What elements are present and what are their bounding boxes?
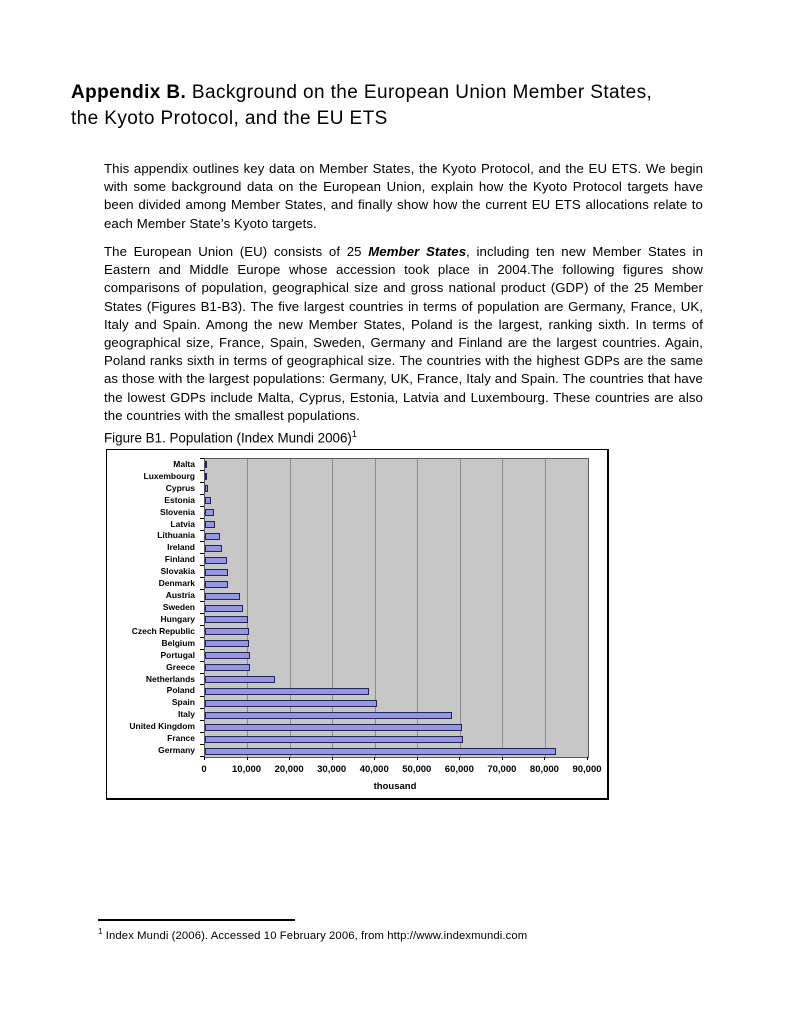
- bar-greece: [205, 664, 250, 671]
- footnote-marker: 1: [98, 927, 103, 936]
- bar-poland: [205, 688, 369, 695]
- y-label-denmark: Denmark: [158, 578, 195, 589]
- x-tick-label: 70,000: [487, 764, 517, 775]
- y-label-slovenia: Slovenia: [160, 506, 195, 517]
- x-axis-tick: [204, 757, 205, 760]
- y-axis-tick: [200, 625, 204, 626]
- y-axis-tick: [200, 756, 204, 757]
- y-label-finland: Finland: [164, 554, 195, 565]
- page-title: [71, 80, 761, 132]
- y-label-latvia: Latvia: [170, 518, 195, 529]
- y-axis-tick: [200, 577, 204, 578]
- y-axis-tick: [200, 541, 204, 542]
- x-tick-label: 80,000: [529, 764, 559, 775]
- y-label-poland: Poland: [166, 685, 195, 696]
- y-label-france: France: [167, 733, 195, 744]
- bar-denmark: [205, 581, 228, 588]
- footnote: [98, 927, 527, 942]
- x-tick-label: 60,000: [444, 764, 474, 775]
- y-axis-tick: [200, 530, 204, 531]
- bar-latvia: [205, 521, 215, 528]
- y-label-belgium: Belgium: [161, 637, 195, 648]
- x-tick-label: 30,000: [317, 764, 347, 775]
- y-axis-tick: [200, 649, 204, 650]
- y-axis-tick: [200, 744, 204, 745]
- bar-italy: [205, 712, 452, 719]
- y-axis-tick: [200, 494, 204, 495]
- y-axis-tick: [200, 458, 204, 459]
- page-title-appendix-label: Appendix B.: [71, 82, 187, 103]
- paragraph-eu-overview-end: , including ten new Member States in Eastern and Middle Europe whose accession took place in 2004.The following figures show comparisons of population, geographical size and gross national product (GDP) of the 25 Member States (Figures B1-B3). The five largest countries in terms of population are Germany, France, UK, Italy and Spain. Among the new Member States, Poland is the largest, ranking sixth. In terms of geographical size, France, Spain, Sweden, Germany and Finland are the largest countries. Again, Poland ranks sixth in terms of geographical size. The countries with the highest GDPs are the same as those with the largest populations: Germany, UK, France, Italy and Spain. The countries that have the lowest GDPs include Malta, Cyprus, Estonia, Latvia and Luxembourg. These countries are also the countries with the smallest populations.: [104, 244, 703, 423]
- y-label-austria: Austria: [165, 590, 195, 601]
- y-axis-tick: [200, 565, 204, 566]
- bar-czech-republic: [205, 628, 249, 635]
- y-label-estonia: Estonia: [164, 494, 195, 505]
- x-axis-tick: [332, 757, 333, 760]
- y-label-spain: Spain: [171, 697, 195, 708]
- y-axis-tick: [200, 518, 204, 519]
- x-axis-tick: [502, 757, 503, 760]
- bar-hungary: [205, 616, 248, 623]
- x-axis-tick: [544, 757, 545, 760]
- footnote-divider: [98, 919, 295, 921]
- figure-caption-footnote-marker: 1: [351, 429, 357, 439]
- x-tick-label: 50,000: [402, 764, 432, 775]
- plot-area: [204, 458, 589, 758]
- y-label-germany: Germany: [158, 745, 195, 756]
- y-label-czech-republic: Czech Republic: [131, 625, 195, 636]
- y-axis-tick: [200, 661, 204, 662]
- bar-spain: [205, 700, 377, 707]
- page-title-line2: the Kyoto Protocol, and the EU ETS: [71, 108, 388, 129]
- bar-estonia: [205, 497, 211, 504]
- paragraph-eu-overview: [104, 243, 703, 425]
- x-axis-tick: [247, 757, 248, 760]
- y-axis-tick: [200, 637, 204, 638]
- y-axis-tick: [200, 696, 204, 697]
- bar-netherlands: [205, 676, 275, 683]
- y-axis-labels: [107, 458, 200, 756]
- y-label-luxembourg: Luxembourg: [143, 470, 195, 481]
- bar-france: [205, 736, 463, 743]
- bar-germany: [205, 748, 556, 755]
- y-axis-tick: [200, 470, 204, 471]
- y-label-sweden: Sweden: [162, 602, 195, 613]
- x-tick-label: 10,000: [232, 764, 262, 775]
- bar-belgium: [205, 640, 249, 647]
- x-tick-label: 20,000: [274, 764, 304, 775]
- x-axis-title: thousand: [373, 781, 417, 792]
- bar-finland: [205, 557, 227, 564]
- y-label-cyprus: Cyprus: [165, 482, 195, 493]
- y-label-italy: Italy: [177, 709, 195, 720]
- gridline: [502, 459, 503, 757]
- y-label-lithuania: Lithuania: [157, 530, 195, 541]
- y-axis-tick: [200, 506, 204, 507]
- bar-cyprus: [205, 485, 208, 492]
- y-axis-tick: [200, 589, 204, 590]
- y-label-netherlands: Netherlands: [145, 673, 195, 684]
- y-axis-tick: [200, 613, 204, 614]
- x-tick-label: 40,000: [359, 764, 389, 775]
- y-axis-tick: [200, 684, 204, 685]
- bar-ireland: [205, 545, 222, 552]
- y-axis-tick: [200, 673, 204, 674]
- bar-united-kingdom: [205, 724, 462, 731]
- figure-caption: [104, 429, 357, 445]
- x-tick-label: 90,000: [572, 764, 602, 775]
- x-axis-tick: [374, 757, 375, 760]
- page-title-line1: Background on the European Union Member States,: [186, 82, 653, 103]
- bar-austria: [205, 593, 240, 600]
- y-label-ireland: Ireland: [167, 542, 195, 553]
- y-label-malta: Malta: [173, 458, 195, 469]
- y-label-slovakia: Slovakia: [160, 566, 195, 577]
- x-tick-label: 0: [201, 764, 207, 775]
- y-axis-tick: [200, 482, 204, 483]
- member-states-emphasis: Member States: [368, 244, 467, 259]
- bar-sweden: [205, 605, 243, 612]
- gridline: [545, 459, 546, 757]
- footnote-text: Index Mundi (2006). Accessed 10 February 2006, from http://www.indexmundi.com: [102, 929, 528, 942]
- y-label-united-kingdom: United Kingdom: [129, 721, 195, 732]
- y-label-hungary: Hungary: [160, 613, 195, 624]
- paragraph-eu-overview-start: The European Union (EU) consists of 25: [104, 244, 369, 259]
- y-label-portugal: Portugal: [160, 649, 195, 660]
- y-label-greece: Greece: [166, 661, 195, 672]
- bar-malta: [205, 461, 207, 468]
- population-bar-chart: [106, 449, 609, 800]
- y-axis-tick: [200, 553, 204, 554]
- bar-luxembourg: [205, 473, 207, 480]
- y-axis-tick: [200, 720, 204, 721]
- y-axis-tick: [200, 732, 204, 733]
- y-axis-tick: [200, 601, 204, 602]
- x-axis-tick: [459, 757, 460, 760]
- x-axis-tick: [289, 757, 290, 760]
- bar-lithuania: [205, 533, 220, 540]
- bar-portugal: [205, 652, 250, 659]
- gridline: [460, 459, 461, 757]
- x-axis-tick: [417, 757, 418, 760]
- paragraph-intro: This appendix outlines key data on Member States, the Kyoto Protocol, and the EU ETS. We begin with some background data on the European Union, explain how the Kyoto Protocol targets have been divided among Member States, and finally show how the current EU ETS allocations relate to each Member State’s Kyoto targets.: [104, 161, 703, 231]
- y-axis-tick: [200, 708, 204, 709]
- bar-slovakia: [205, 569, 228, 576]
- x-axis-tick: [587, 757, 588, 760]
- figure-caption-text: Figure B1. Population (Index Mundi 2006): [104, 430, 352, 446]
- bar-slovenia: [205, 509, 214, 516]
